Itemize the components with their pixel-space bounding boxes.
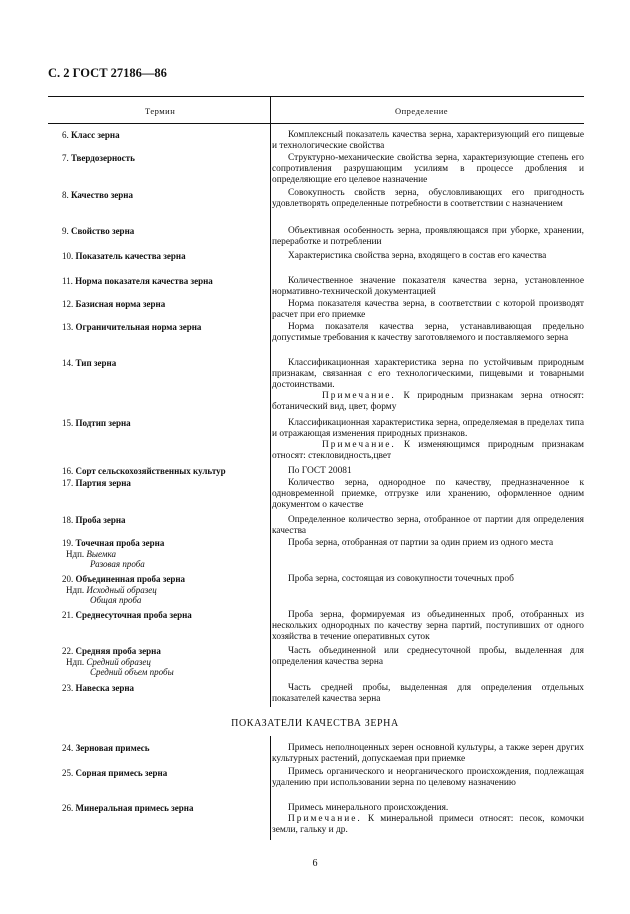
definition-15: Классификационная характеристика зерна, определяемая в пределах типа и отражающая изменения природных признаков. Примечание. К изменяющимся природным признакам относят: стекловидность,цвет [272, 418, 584, 461]
definition-16: По ГОСТ 20081 [288, 466, 352, 476]
note-label: Примечание. [322, 390, 396, 401]
definition-9: Объективная особенность зерна, проявляющаяся при уборке, хранении, переработке и потреблении [272, 226, 584, 247]
note-label: Примечание. [322, 439, 396, 450]
definition-14: Классификационная характеристика зерна по устойчивым природным признакам, связанная с его технологическими, пищевыми и товарными достоинствами. Примечание. К природным признакам зерна относят: ботанический вид, цвет, форму [272, 358, 585, 412]
term-26: 26. Минеральная примесь зерна [62, 803, 194, 813]
definition-8: Совокупность свойств зерна, обусловливающих его пригодность удовлетворять определенные потребности в соответствии с назначением [272, 188, 584, 209]
column-divider [270, 96, 271, 707]
definition-17: Количество зерна, однородное по качеству, предназначенное к одновременной приемке, отгрузке или хранению, оформленное одним документом о качестве [272, 478, 584, 510]
term-21: 21. Среднесуточная проба зерна [62, 610, 192, 620]
column-header-definition: Определение [395, 106, 449, 116]
table-top-rule [48, 96, 584, 97]
term-22: 22. Средняя проба зерна Ндп. Средний образец Средний объем пробы [62, 646, 174, 677]
term-10: 10. Показатель качества зерна [62, 251, 186, 261]
term-18: 18. Проба зерна [62, 515, 126, 525]
definition-18: Определенное количество зерна, отобранное от партии для определения качества [272, 515, 584, 536]
term-20: 20. Объединенная проба зерна Ндп. Исходный образец Общая проба [62, 574, 186, 605]
definition-20: Проба зерна, состоящая из совокупности точечных проб [288, 574, 514, 584]
definition-26: Примесь минерального происхождения. Примечание. К минеральной примеси относят: песок, комочки земли, гальку и др. [272, 803, 584, 835]
term-15: 15. Подтип зерна [62, 418, 131, 428]
definition-6: Комплексный показатель качества зерна, характеризующий его пищевые и технологические свойства [272, 130, 584, 151]
term-17: 17. Партия зерна [62, 478, 131, 488]
term-24: 24. Зерновая примесь [62, 743, 150, 753]
term-6: 6. Класс зерна [62, 130, 120, 140]
term-13: 13. Ограничительная норма зерна [62, 322, 202, 332]
term-14: 14. Тип зерна [62, 358, 117, 368]
term-25: 25. Сорная примесь зерна [62, 768, 168, 778]
definition-7: Структурно-механические свойства зерна, характеризующие степень его сопротивления разрушающим усилиям в процессе дробления и определяющие его целевое назначение [272, 153, 584, 185]
definition-11: Количественное значение показателя качества зерна, установленное нормативно-технической документацией [272, 276, 584, 297]
term-7: 7. Твердозерность [62, 153, 135, 163]
definition-24: Примесь неполноценных зерен основной культуры, а также зерен других культурных растений, допускаемая при приемке [272, 743, 584, 764]
term-9: 9. Свойство зерна [62, 226, 135, 236]
definition-12: Норма показателя качества зерна, в соответствии с которой производят расчет при его приемке [272, 299, 584, 320]
column-divider-lower [270, 736, 271, 840]
definition-21: Проба зерна, формируемая из объединенных проб, отобранных из нескольких однородных по качеству зерна партий, поступивших от одного хозяйства в течение оперативных суток [272, 610, 584, 642]
column-header-term: Термин [145, 106, 176, 116]
term-16: 16. Сорт сельскохозяйственных культур [62, 466, 226, 476]
definition-19: Проба зерна, отобранная от партии за один прием из одного места [288, 538, 554, 548]
definition-13: Норма показателя качества зерна, устанавливающая предельно допустимые требования к качеству заготовляемого и поставляемого зерна [272, 322, 584, 343]
definition-10: Характеристика свойства зерна, входящего в состав его качества [288, 251, 547, 261]
table-header-rule [48, 123, 584, 124]
term-19: 19. Точечная проба зерна Ндп. Выемка Разовая проба [62, 538, 165, 569]
term-11: 11. Норма показателя качества зерна [62, 276, 213, 286]
term-12: 12. Базисная норма зерна [62, 299, 166, 309]
definition-25: Примесь органического и неорганического происхождения, подлежащая удалению при использовании зерна по целевому назначению [272, 767, 584, 788]
section-title: ПОКАЗАТЕЛИ КАЧЕСТВА ЗЕРНА [231, 718, 399, 729]
term-23: 23. Навеска зерна [62, 683, 135, 693]
definition-22: Часть объединенной или среднесуточной пробы, выделенная для определения качества зерна [272, 646, 584, 667]
definition-23: Часть средней пробы, выделенная для определения отдельных показателей качества зерна [272, 683, 584, 704]
page-number: 6 [312, 858, 318, 869]
note-label: Примечание. [288, 813, 362, 824]
term-8: 8. Качество зерна [62, 190, 133, 200]
page-header: С. 2 ГОСТ 27186—86 [48, 66, 167, 80]
